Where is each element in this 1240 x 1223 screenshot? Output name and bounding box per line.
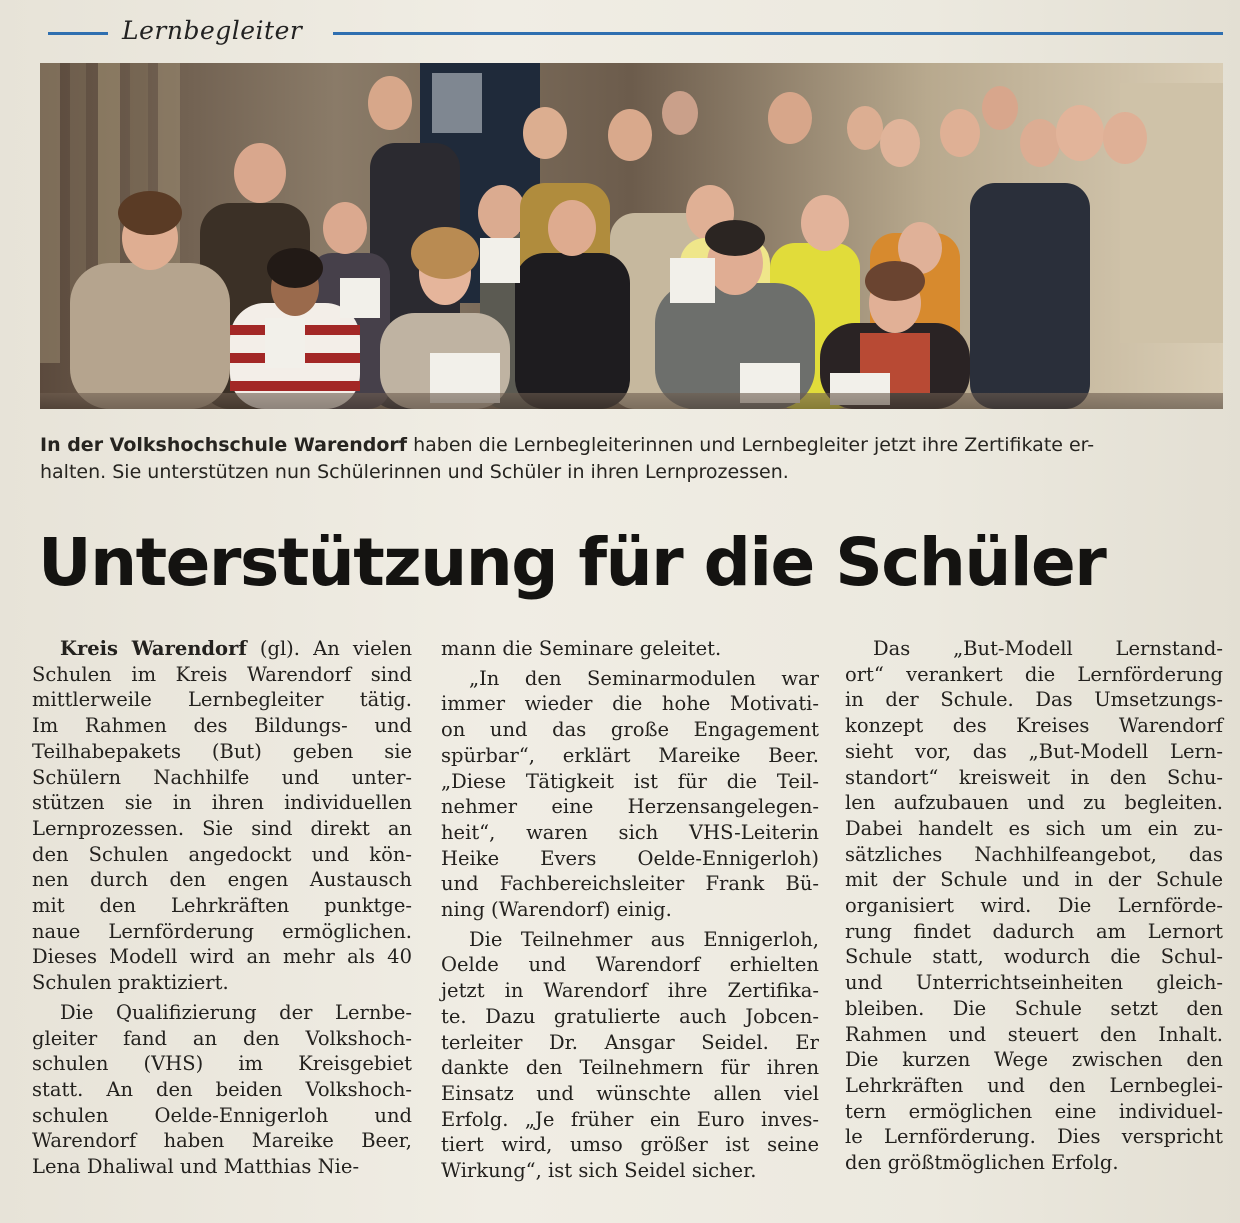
text-line-rest: (gl). An vielen: [246, 637, 412, 660]
paragraph: [441, 927, 819, 1184]
text-line: dankte den Teilnehmern für ihren: [441, 1056, 819, 1080]
text-line: Rahmen und steuert den Inhalt.: [845, 1022, 1223, 1046]
paragraph: [32, 1000, 412, 1180]
paragraph: [845, 636, 1223, 1176]
text-line: Erfolg. „Je früher ein Euro inves-: [441, 1107, 819, 1131]
text-line: len aufzubauen und zu begleiten.: [845, 791, 1223, 815]
text-line: konzept des Kreises Warendorf: [845, 714, 1223, 738]
text-line: Oelde und Warendorf erhielten: [441, 953, 819, 977]
paragraph: [32, 636, 412, 996]
group-photo-illustration: [40, 63, 1223, 409]
text-line: immer wieder die hohe Motivati-: [441, 692, 819, 716]
group-photo: [40, 63, 1223, 409]
text-line: Die Qualifizierung der Lernbe-: [60, 1000, 412, 1024]
text-line: bleiben. Die Schule setzt den: [845, 996, 1223, 1020]
text-line: mit den Lehrkräften punktge-: [32, 894, 412, 918]
text-line: naue Lernförderung ermöglichen.: [32, 919, 412, 943]
text-line: rung findet dadurch am Lernort: [845, 919, 1223, 943]
text-line: nen durch den engen Austausch: [32, 868, 412, 892]
text-line: Schule statt, wodurch die Schul-: [845, 945, 1223, 969]
text-line: Die kurzen Wege zwischen den: [845, 1048, 1223, 1072]
text-line: „In den Seminarmodulen war: [469, 666, 819, 690]
text-line: tern ermöglichen eine individuel-: [845, 1099, 1223, 1123]
rubric-rule-left: [48, 32, 108, 35]
text-line: Einsatz und wünschte allen viel: [441, 1081, 819, 1105]
text-line: on und das große Engagement: [441, 718, 819, 742]
text-line: spürbar“, erklärt Mareike Beer.: [441, 743, 819, 767]
text-line: terleiter Dr. Ansgar Seidel. Er: [441, 1030, 819, 1054]
text-line: Schulen im Kreis Warendorf sind: [32, 662, 412, 686]
caption-lead: In der Volkshochschule Warendorf: [40, 434, 408, 456]
text-line: schulen (VHS) im Kreisgebiet: [32, 1052, 412, 1076]
rubric-rule-right: [333, 32, 1223, 35]
text-line: tiert wird, umso größer ist seine: [441, 1133, 819, 1157]
text-line: statt. An den beiden Volkshoch-: [32, 1077, 412, 1101]
text-line: in der Schule. Das Umsetzungs-: [845, 688, 1223, 712]
text-line: ning (Warendorf) einig.: [441, 898, 672, 922]
text-line: Die Teilnehmer aus Ennigerloh,: [469, 927, 819, 951]
text-line: gleiter fand an den Volkshoch-: [32, 1026, 412, 1050]
text-line: Dieses Modell wird an mehr als 40: [32, 945, 412, 969]
text-line: heit“, waren sich VHS-Leiterin: [441, 820, 819, 844]
paragraph: [441, 636, 819, 662]
article-dateline: Kreis Warendorf: [60, 637, 247, 660]
text-line: mittlerweile Lernbegleiter tätig.: [32, 688, 412, 712]
text-line: te. Dazu gratulierte auch Jobcen-: [441, 1004, 819, 1028]
section-rubric: [48, 14, 1223, 50]
article-headline: Unterstützung für die Schüler: [38, 524, 1106, 601]
text-line: Lehrkräften und den Lernbeglei-: [845, 1073, 1223, 1097]
text-line: sätzliches Nachhilfeangebot, das: [845, 842, 1223, 866]
text-line: Schulen praktiziert.: [32, 971, 229, 995]
text-line: nehmer eine Herzensangelegen-: [441, 795, 819, 819]
text-line: jetzt in Warendorf ihre Zertifika-: [441, 979, 819, 1003]
caption-line-2: halten. Sie unterstützen nun Schülerinnen und Schüler in ihren Lernprozessen.: [40, 461, 789, 483]
caption-line-1-rest: haben die Lernbegleiterinnen und Lernbegleiter jetzt ihre Zertifikate er-: [407, 434, 1095, 456]
text-line: den größtmöglichen Erfolg.: [845, 1151, 1119, 1175]
text-line: Das „But-Modell Lernstand-: [873, 637, 1223, 660]
text-line: Warendorf haben Mareike Beer,: [32, 1129, 412, 1153]
text-line: „Diese Tätigkeit ist für die Teil-: [441, 769, 819, 793]
text-line: Teilhabepakets (But) geben sie: [32, 739, 412, 763]
article-column-2: [441, 636, 819, 1184]
text-line: Dabei handelt es sich um ein zu-: [845, 816, 1223, 840]
text-line: und Fachbereichsleiter Frank Bü-: [441, 872, 819, 896]
text-line: Heike Evers Oelde-Ennigerloh): [441, 846, 819, 870]
text-line: und Unterrichtseinheiten gleich-: [845, 971, 1223, 995]
text-line: Schülern Nachhilfe und unter-: [32, 765, 412, 789]
text-line: sieht vor, das „But-Modell Lern-: [845, 739, 1223, 763]
text-line: den Schulen angedockt und kön-: [32, 842, 412, 866]
paragraph: [441, 666, 819, 923]
text-line: Im Rahmen des Bildungs- und: [32, 714, 412, 738]
text-line: Lernprozessen. Sie sind direkt an: [32, 816, 412, 840]
text-line: standort“ kreisweit in den Schu-: [845, 765, 1223, 789]
text-line: Wirkung“, ist sich Seidel sicher.: [441, 1159, 757, 1183]
article-column-1: [32, 636, 412, 1180]
text-line: organisiert wird. Die Lernförde-: [845, 894, 1223, 918]
text-line: mit der Schule und in der Schule: [845, 868, 1223, 892]
article-column-3: [845, 636, 1223, 1176]
rubric-label: Lernbegleiter: [122, 16, 303, 45]
text-line: schulen Oelde-Ennigerloh und: [32, 1103, 412, 1127]
text-line: stützen sie in ihren individuellen: [32, 791, 412, 815]
text-line: mann die Seminare geleitet.: [441, 637, 722, 660]
text-line: ort“ verankert die Lernförderung: [845, 662, 1223, 686]
caption-line-1: [40, 432, 1230, 459]
text-line: le Lernförderung. Dies verspricht: [845, 1125, 1223, 1149]
text-line: [32, 636, 412, 662]
photo-caption: [40, 432, 1230, 486]
text-line: Lena Dhaliwal und Matthias Nie-: [32, 1155, 360, 1179]
